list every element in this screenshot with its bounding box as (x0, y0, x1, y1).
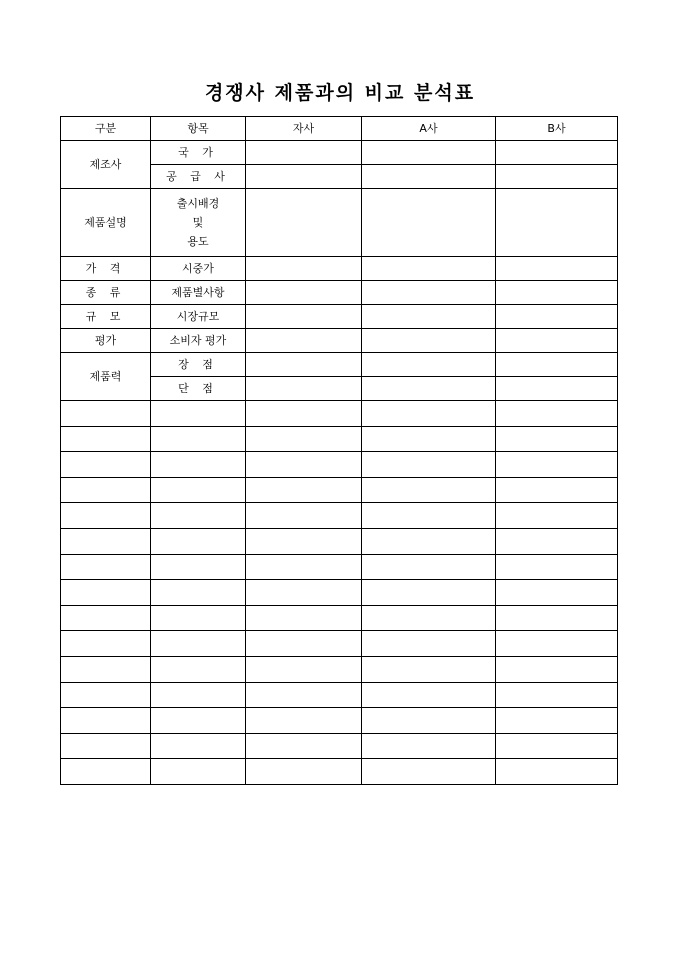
input-cell[interactable] (362, 605, 496, 631)
input-cell[interactable] (496, 353, 618, 377)
input-cell[interactable] (61, 554, 151, 580)
input-cell[interactable] (246, 377, 362, 401)
table-row (61, 329, 618, 353)
input-cell[interactable] (151, 554, 246, 580)
empty-row (61, 708, 618, 734)
empty-row (61, 682, 618, 708)
input-cell[interactable] (61, 708, 151, 734)
input-cell[interactable] (496, 605, 618, 631)
input-cell[interactable] (151, 733, 246, 759)
input-cell[interactable] (246, 580, 362, 606)
empty-row (61, 580, 618, 606)
input-cell[interactable] (362, 682, 496, 708)
header-own-company: 자사 (246, 117, 362, 141)
input-cell[interactable] (362, 452, 496, 478)
input-cell[interactable] (151, 656, 246, 682)
input-cell[interactable] (246, 305, 362, 329)
row-label-maker: 제조사 (61, 141, 151, 189)
row-label-description: 제품설명 (61, 189, 151, 257)
input-cell[interactable] (246, 452, 362, 478)
input-cell[interactable] (61, 631, 151, 657)
empty-row (61, 477, 618, 503)
input-cell[interactable] (362, 305, 496, 329)
input-cell[interactable] (246, 733, 362, 759)
input-cell[interactable] (362, 281, 496, 305)
input-cell[interactable] (151, 452, 246, 478)
input-cell[interactable] (362, 377, 496, 401)
item-strengths: 장 점 (151, 353, 246, 377)
input-cell[interactable] (362, 353, 496, 377)
header-company-b: B사 (496, 117, 618, 141)
input-cell[interactable] (362, 528, 496, 554)
item-per-product: 제품별사항 (151, 281, 246, 305)
header-row (61, 117, 618, 141)
item-supplier: 공 급 사 (151, 165, 246, 189)
input-cell[interactable] (246, 708, 362, 734)
input-cell[interactable] (151, 528, 246, 554)
table-row (61, 189, 618, 257)
input-cell[interactable] (496, 189, 618, 257)
input-cell[interactable] (362, 189, 496, 257)
input-cell[interactable] (246, 605, 362, 631)
header-item: 항목 (151, 117, 246, 141)
input-cell[interactable] (362, 580, 496, 606)
input-cell[interactable] (362, 165, 496, 189)
input-cell[interactable] (246, 353, 362, 377)
input-cell[interactable] (61, 759, 151, 785)
input-cell[interactable] (61, 401, 151, 427)
input-cell[interactable] (496, 377, 618, 401)
input-cell[interactable] (496, 580, 618, 606)
table-row (61, 257, 618, 281)
empty-row (61, 452, 618, 478)
input-cell[interactable] (246, 631, 362, 657)
input-cell[interactable] (496, 401, 618, 427)
input-cell[interactable] (151, 682, 246, 708)
input-cell[interactable] (61, 477, 151, 503)
input-cell[interactable] (496, 759, 618, 785)
input-cell[interactable] (246, 426, 362, 452)
page-title: 경쟁사 제품과의 비교 분석표 (204, 82, 476, 104)
input-cell[interactable] (246, 477, 362, 503)
input-cell[interactable] (496, 305, 618, 329)
input-cell[interactable] (362, 401, 496, 427)
input-cell[interactable] (496, 426, 618, 452)
input-cell[interactable] (496, 656, 618, 682)
empty-row (61, 759, 618, 785)
empty-row (61, 503, 618, 529)
item-market-price: 시중가 (151, 257, 246, 281)
input-cell[interactable] (496, 257, 618, 281)
item-launch-background (151, 189, 246, 257)
input-cell[interactable] (246, 281, 362, 305)
input-cell[interactable] (496, 452, 618, 478)
empty-row (61, 631, 618, 657)
input-cell[interactable] (151, 503, 246, 529)
item-line: 출시배경 (176, 197, 220, 210)
item-consumer-evaluation: 소비자 평가 (151, 329, 246, 353)
input-cell[interactable] (496, 329, 618, 353)
input-cell[interactable] (496, 708, 618, 734)
empty-row (61, 554, 618, 580)
input-cell[interactable] (246, 528, 362, 554)
input-cell[interactable] (246, 759, 362, 785)
input-cell[interactable] (362, 426, 496, 452)
input-cell[interactable] (496, 141, 618, 165)
input-cell[interactable] (246, 656, 362, 682)
empty-row (61, 528, 618, 554)
input-cell[interactable] (61, 605, 151, 631)
input-cell[interactable] (496, 165, 618, 189)
empty-row (61, 605, 618, 631)
item-market-size: 시장규모 (151, 305, 246, 329)
input-cell[interactable] (246, 165, 362, 189)
input-cell[interactable] (151, 477, 246, 503)
input-cell[interactable] (151, 401, 246, 427)
input-cell[interactable] (246, 682, 362, 708)
input-cell[interactable] (61, 426, 151, 452)
row-label-evaluation: 평가 (61, 329, 151, 353)
input-cell[interactable] (362, 503, 496, 529)
input-cell[interactable] (496, 554, 618, 580)
table-row (61, 353, 618, 377)
input-cell[interactable] (246, 329, 362, 353)
input-cell[interactable] (151, 631, 246, 657)
input-cell[interactable] (362, 257, 496, 281)
input-cell[interactable] (496, 528, 618, 554)
empty-row (61, 733, 618, 759)
empty-row (61, 401, 618, 427)
input-cell[interactable] (246, 141, 362, 165)
input-cell[interactable] (151, 759, 246, 785)
input-cell[interactable] (362, 329, 496, 353)
comparison-table (60, 116, 618, 785)
input-cell[interactable] (61, 733, 151, 759)
input-cell[interactable] (151, 708, 246, 734)
input-cell[interactable] (496, 682, 618, 708)
row-label-scale: 규 모 (61, 305, 151, 329)
item-line: 용도 (187, 235, 209, 248)
input-cell[interactable] (61, 452, 151, 478)
header-company-a: A사 (362, 117, 496, 141)
input-cell[interactable] (362, 708, 496, 734)
input-cell[interactable] (496, 281, 618, 305)
input-cell[interactable] (246, 503, 362, 529)
input-cell[interactable] (362, 477, 496, 503)
input-cell[interactable] (61, 682, 151, 708)
input-cell[interactable] (246, 401, 362, 427)
item-line: 및 (192, 216, 204, 229)
input-cell[interactable] (362, 733, 496, 759)
input-cell[interactable] (362, 141, 496, 165)
input-cell[interactable] (61, 528, 151, 554)
input-cell[interactable] (61, 503, 151, 529)
row-label-product-power: 제품력 (61, 353, 151, 401)
input-cell[interactable] (246, 257, 362, 281)
input-cell[interactable] (496, 733, 618, 759)
row-label-kind: 종 류 (61, 281, 151, 305)
input-cell[interactable] (61, 580, 151, 606)
input-cell[interactable] (151, 426, 246, 452)
input-cell[interactable] (362, 554, 496, 580)
input-cell[interactable] (496, 631, 618, 657)
input-cell[interactable] (362, 759, 496, 785)
input-cell[interactable] (151, 605, 246, 631)
row-label-price: 가 격 (61, 257, 151, 281)
input-cell[interactable] (362, 656, 496, 682)
input-cell[interactable] (151, 580, 246, 606)
item-weaknesses: 단 점 (151, 377, 246, 401)
table-row (61, 305, 618, 329)
input-cell[interactable] (246, 189, 362, 257)
empty-row (61, 656, 618, 682)
input-cell[interactable] (496, 503, 618, 529)
input-cell[interactable] (61, 656, 151, 682)
item-country: 국 가 (151, 141, 246, 165)
input-cell[interactable] (246, 554, 362, 580)
table-row (61, 141, 618, 165)
input-cell[interactable] (496, 477, 618, 503)
empty-row (61, 426, 618, 452)
header-category: 구분 (61, 117, 151, 141)
table-row (61, 281, 618, 305)
input-cell[interactable] (362, 631, 496, 657)
